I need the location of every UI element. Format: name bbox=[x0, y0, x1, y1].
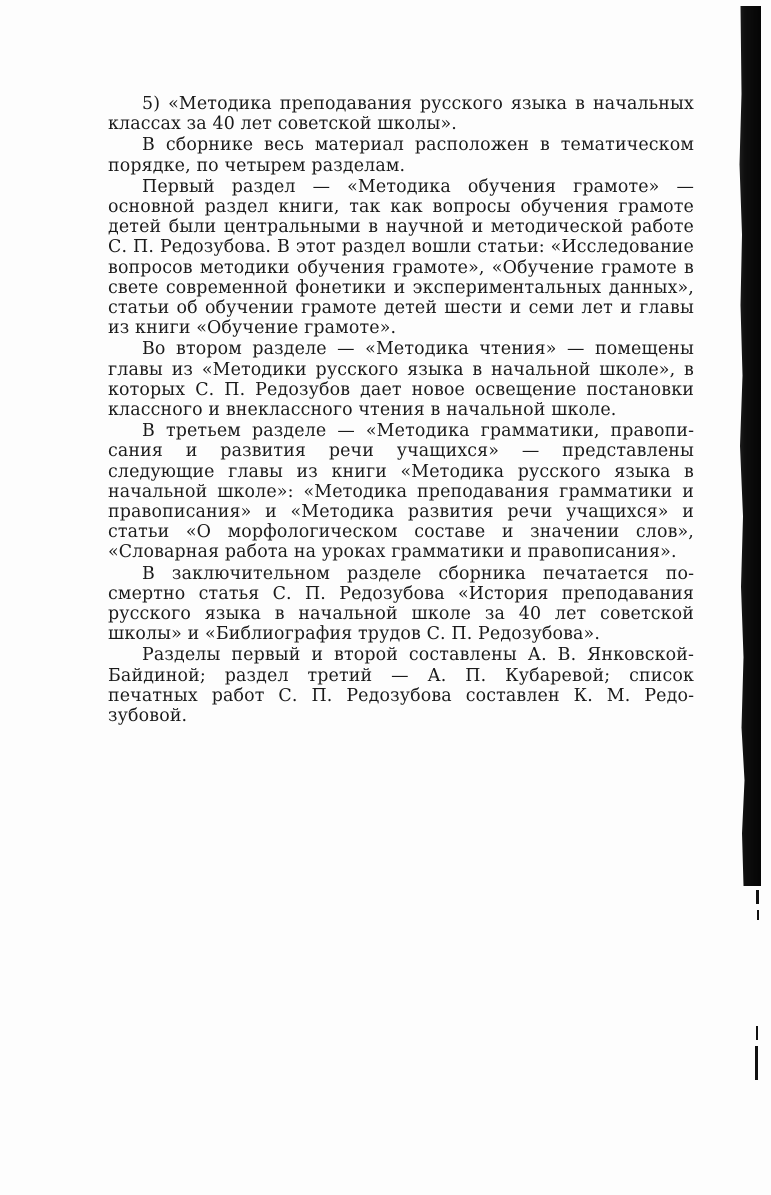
paragraph-section-three: В третьем разделе — «Методика грамматики, правописания и развития речи учащихся» — представлены следующие главы из книги «Методика русского языка в начальной школе»: «Методика преподавания грамматики и правописания» и «Методика развития речи учащихся» и статьи «О морфологическом составе и значении слов», «Словарная работа на уроках грамматики и правописания». bbox=[108, 421, 694, 563]
edge-mark bbox=[757, 910, 759, 920]
paragraph-section-one: Первый раздел — «Методика обучения грамоте» — основной раздел книги, так как вопросы обучения грамоте детей были центральными в научной и методической работе С. П. Редозубова. В этот раздел вошли статьи: «Исследование вопросов методики обучения грамоте», «Обучение грамоте в свете современной фонетики и экспериментальных данных», статьи об обучении грамоте детей шести и семи лет и главы из книги «Обучение грамоте». bbox=[108, 176, 694, 339]
page-body-text bbox=[108, 94, 694, 726]
edge-mark bbox=[756, 1026, 758, 1040]
paragraph-section-two: Во втором разделе — «Методика чтения» — помещены главы из «Методики русского языка в начальной школе», в которых С. П. Редозубов дает новое освещение постановки классного и внеклассного чтения в начальной школе. bbox=[108, 339, 694, 421]
paragraph-collection-structure: В сборнике весь материал расположен в тематическом порядке, по четырем разделам. bbox=[108, 135, 694, 176]
page-binding-edge bbox=[736, 6, 762, 1126]
edge-mark bbox=[755, 1046, 758, 1080]
paragraph-final-section: В заключительном разделе сборника печатается посмертно статья С. П. Редозубова «История преподавания русского языка в начальной школе за 40 лет советской школы» и «Библиография трудов С. П. Редозубова». bbox=[108, 563, 694, 645]
binding-shadow bbox=[736, 6, 761, 886]
paragraph-item-5: 5) «Методика преподавания русского языка в начальных классах за 40 лет советской школы». bbox=[108, 94, 694, 135]
edge-mark bbox=[756, 890, 759, 904]
paragraph-compilers: Разделы первый и второй составлены А. В. Янковской-Байдиной; раздел третий — А. П. Кубаревой; список печатных работ С. П. Редозубова составлен К. М. Редозубовой. bbox=[108, 645, 694, 727]
